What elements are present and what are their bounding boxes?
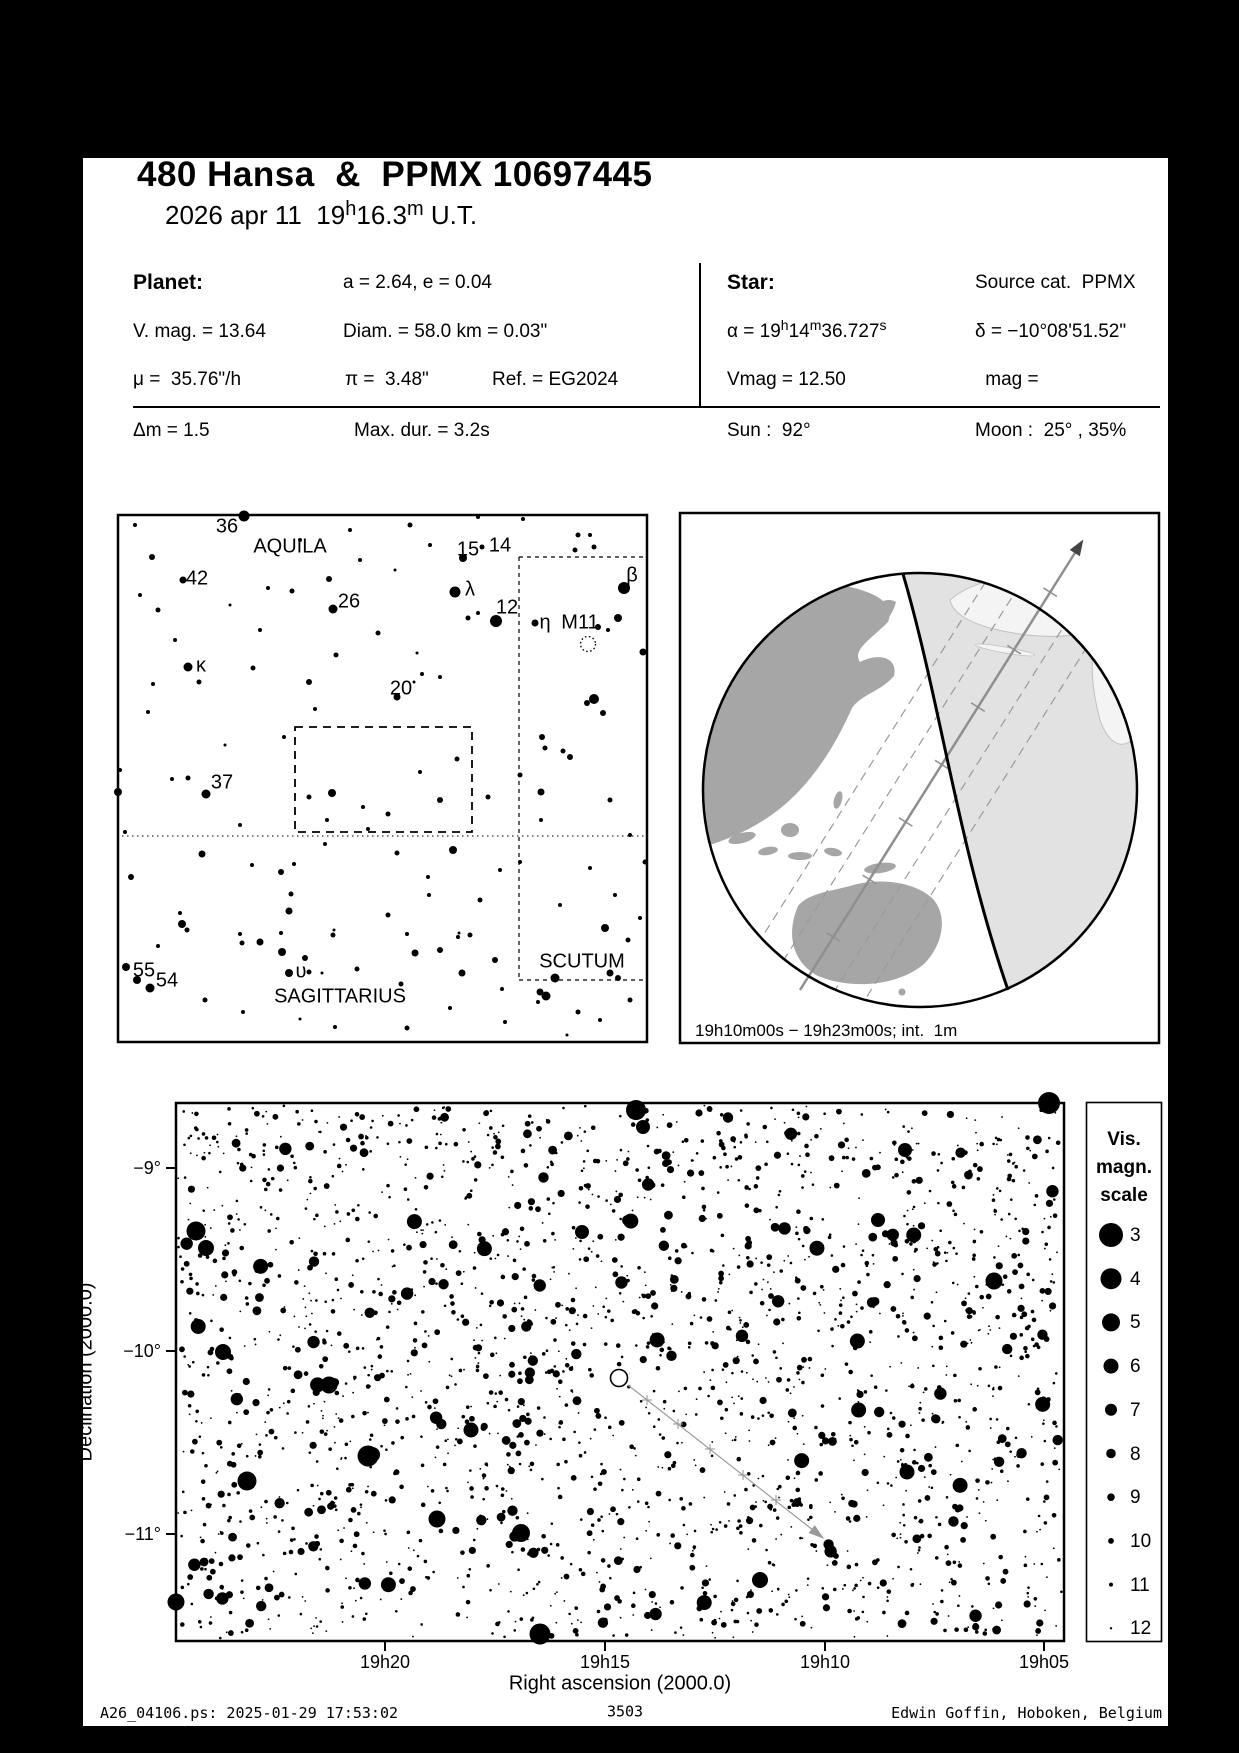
svg-text:SCUTUM: SCUTUM — [539, 950, 625, 973]
svg-text:υ: υ — [295, 960, 307, 983]
event-datetime: 2026 apr 11 19$^h$16.3$^m$ U.T. — [165, 198, 478, 230]
ra-tick-label: 19h15 — [579, 1652, 631, 1672]
ra-tick-label: 19h20 — [359, 1652, 411, 1672]
footer-page-number: 3503 — [606, 1702, 644, 1721]
legend-magnitude-value: 3 — [1130, 1225, 1141, 1246]
finder-chart — [117, 514, 648, 1043]
svg-text:η: η — [539, 611, 551, 634]
svg-text:26: 26 — [337, 590, 361, 613]
svg-text:AQUILA: AQUILA — [253, 535, 327, 558]
footer-filename: A26_04106.ps: 2025-01-29 17:53:02 — [100, 1704, 399, 1722]
svg-text:42: 42 — [185, 567, 209, 590]
dec-tick-label: −9° — [133, 1158, 161, 1178]
magnitude-drop: Δm = 1.5 — [133, 420, 210, 441]
ra-tick-label: 19h10 — [799, 1652, 851, 1672]
star-section-label: Star: — [727, 271, 775, 294]
svg-text:14: 14 — [488, 534, 512, 557]
planet-motion: μ = 35.76"/h — [133, 369, 242, 390]
table-rule — [133, 406, 1160, 408]
dec-tick-label: −10° — [123, 1341, 161, 1361]
planet-orbit-elements: a = 2.64, e = 0.04 — [343, 272, 492, 293]
superscript-m: m — [406, 198, 424, 220]
footer-author: Edwin Goffin, Hoboken, Belgium — [891, 1704, 1162, 1722]
svg-text:M11: M11 — [561, 611, 599, 634]
planet-vmag: V. mag. = 13.64 — [133, 321, 266, 342]
legend-magnitude-value: 6 — [1130, 1356, 1141, 1378]
planet-reference: Ref. = EG2024 — [492, 369, 619, 390]
legend-magnitude-value: 11 — [1130, 1574, 1150, 1596]
svg-text:λ: λ — [465, 578, 475, 601]
svg-text:12: 12 — [495, 596, 519, 619]
moon-elongation: Moon : 25° , 35% — [975, 420, 1127, 441]
svg-text:55: 55 — [132, 959, 156, 982]
star-mag: mag = — [980, 369, 1039, 390]
sun-elongation: Sun : 92° — [727, 420, 811, 441]
globe-caption: 19h10m00s − 19h23m00s; int. 1m — [695, 1021, 958, 1040]
legend-magnitude-value: 5 — [1130, 1312, 1141, 1334]
legend-magnitude-value: 7 — [1130, 1399, 1141, 1421]
planet-parallax: π = 3.48" — [345, 369, 429, 390]
legend-title-line: scale — [1100, 1185, 1148, 1206]
page-title: 480 Hansa & PPMX 10697445 — [137, 155, 653, 194]
svg-text:β: β — [626, 564, 638, 587]
svg-text:37: 37 — [210, 771, 234, 794]
legend-title-line: magn. — [1096, 1157, 1152, 1178]
legend-title-line: Vis. — [1107, 1129, 1141, 1150]
svg-text:36: 36 — [215, 515, 239, 538]
star-source-catalog: Source cat. PPMX — [975, 272, 1136, 293]
globe-track-map — [679, 512, 1160, 1044]
legend-magnitude-value: 4 — [1130, 1268, 1141, 1290]
dec-tick-label: −11° — [124, 1524, 161, 1544]
legend-magnitude-value: 8 — [1130, 1443, 1141, 1465]
star-dec: δ = −10°08'51.52" — [975, 321, 1127, 342]
svg-text:15: 15 — [456, 538, 480, 561]
legend-magnitude-value: 10 — [1130, 1530, 1152, 1552]
max-duration: Max. dur. = 3.2s — [354, 420, 490, 441]
star-vmag: Vmag = 12.50 — [727, 369, 846, 390]
svg-text:κ: κ — [196, 654, 206, 677]
detail-star-chart — [175, 1102, 1065, 1642]
legend-magnitude-value: 9 — [1130, 1487, 1141, 1509]
magnitude-legend — [1086, 1102, 1162, 1642]
ra-tick-label: 19h05 — [1018, 1652, 1070, 1672]
planet-section-label: Planet: — [133, 271, 204, 294]
superscript-h: h — [345, 198, 357, 220]
table-column-divider — [699, 263, 701, 408]
x-axis-title: Right ascension (2000.0) — [508, 1672, 732, 1695]
svg-text:54: 54 — [155, 969, 179, 992]
svg-text:20: 20 — [389, 677, 413, 700]
legend-magnitude-value: 12 — [1130, 1618, 1152, 1640]
planet-diameter: Diam. = 58.0 km = 0.03" — [343, 321, 548, 342]
svg-text:SAGITTARIUS: SAGITTARIUS — [274, 985, 406, 1008]
star-ra: $\alpha = 19^h14^m36.727^s$ — [727, 317, 887, 342]
y-axis-title: Declination (2000.0) — [74, 1282, 97, 1462]
